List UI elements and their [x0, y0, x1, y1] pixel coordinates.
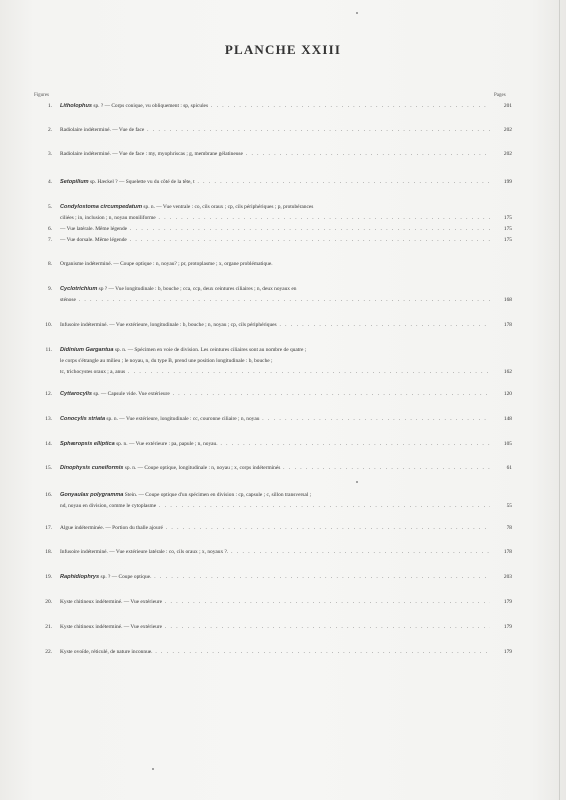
figure-description [60, 490, 490, 512]
figure-number: 19. [45, 574, 52, 580]
figure-number: 8. [47, 261, 52, 267]
figure-number: 5. [47, 204, 52, 210]
figure-description [60, 463, 490, 474]
page-number: 61 [506, 465, 512, 471]
description-text: tc, trichocystes oraux ; a, anus [60, 369, 126, 375]
page-number: 202 [503, 127, 512, 133]
species-name: Setopilium [60, 179, 89, 185]
speck-mark [356, 481, 358, 483]
description-line [60, 101, 490, 112]
figure-number: 14. [45, 441, 52, 447]
figure-number: 22. [45, 649, 52, 655]
page-number: 178 [503, 322, 512, 328]
page-number: 175 [503, 215, 512, 221]
description-text: Organisme indéterminé. — Coupe optique : n, noyau? ; pr, protoplasme ; x, organe problématique. [60, 261, 273, 267]
description-line [60, 224, 490, 235]
description-line [60, 149, 490, 160]
pages-column-header: Pages [494, 93, 506, 98]
description-text: Stein. — Coupe optique d'un spécimen en division : cp, capsule ; c, sillon transversal ; [123, 492, 312, 498]
description-text: sp. n. — Vue extérieure, longitudinale : cc, couronne ciliaire ; n, noyau [105, 416, 260, 422]
description-text: Radiolaire indéterminé. — Vue de face [60, 127, 145, 133]
page-number: 178 [503, 549, 512, 555]
figure-number: 13. [45, 416, 52, 422]
description-line [60, 414, 490, 425]
page-number: 105 [503, 441, 512, 447]
species-name: Gonyaulax polygramma [60, 492, 124, 498]
page-number: 168 [503, 297, 512, 303]
page-number: 179 [503, 599, 512, 605]
page-number: 199 [503, 179, 512, 185]
description-line [60, 501, 490, 512]
figure-number: 4. [47, 179, 52, 185]
page-number: 179 [503, 624, 512, 630]
figure-description [60, 235, 490, 246]
page-edge [559, 0, 560, 800]
species-name: Sphæropsis elliptica [60, 441, 115, 447]
description-line [60, 463, 490, 474]
description-text: sténose [60, 297, 76, 303]
description-text: sp. ? — Corps conique, vu obliquement : sp, spicules [92, 103, 209, 109]
page-number: 201 [503, 103, 512, 109]
description-line [60, 367, 490, 378]
figure-description [60, 622, 490, 633]
description-line [60, 439, 490, 450]
description-line [60, 202, 490, 213]
figure-number: 17. [45, 525, 52, 531]
page-number: 202 [503, 151, 512, 157]
description-text: — Vue dorsale. Même légende [60, 237, 127, 243]
figure-description [60, 149, 490, 160]
description-text: — Vue latérale. Même légende [60, 226, 128, 232]
description-text: Kyste chitineux indéterminé. — Vue extérieure [60, 599, 162, 605]
figure-description [60, 647, 490, 658]
page-number: 179 [503, 649, 512, 655]
figure-description [60, 523, 490, 534]
figure-number: 9. [47, 286, 52, 292]
description-line [60, 572, 490, 583]
figure-number: 12. [45, 391, 52, 397]
description-text: Infusoire indéterminé. — Vue extérieure latérale : co, cils oraux ; x, noyaux ?. [60, 549, 229, 555]
description-text: sp. n. — Spécimen en voie de division. Les ceintures ciliaires sont au nombre de quatre ; [113, 347, 307, 353]
description-line [60, 345, 490, 356]
figure-number: 15. [45, 465, 52, 471]
description-line [60, 284, 490, 295]
description-line [60, 320, 490, 331]
species-name: Litholophus [60, 103, 93, 109]
description-text: sp. — Capsule vide. Vue extérieure [92, 391, 170, 397]
figure-description [60, 345, 490, 378]
species-name: Condylostoma circumpedatum [60, 204, 143, 210]
description-text: Algue indéterminée. — Portion du thalle ajouré [60, 525, 163, 531]
species-name: Dinophysis cuneiformis [60, 465, 124, 471]
speck-mark [152, 768, 154, 770]
page-number: 175 [503, 237, 512, 243]
figure-number: 7. [47, 237, 52, 243]
figure-number: 10. [45, 322, 52, 328]
description-line [60, 597, 490, 608]
description-line [60, 647, 490, 658]
figure-number: 16. [45, 492, 52, 498]
species-name: Cyttarocylis [60, 391, 93, 397]
page-number: 55 [506, 503, 512, 509]
plate-title: PLANCHE XXIII [224, 42, 342, 57]
page-number: 120 [503, 391, 512, 397]
description-text: Kyste chitineux indéterminé. — Vue extérieure [60, 624, 162, 630]
description-line [60, 622, 490, 633]
figure-description [60, 224, 490, 235]
description-line [60, 389, 490, 400]
figure-description [60, 125, 490, 136]
description-text: Radiolaire indéterminé. — Vue de face : my, myophriscas ; g, membrane gélatineuse [60, 151, 243, 157]
description-text: sp. Hæckel ? — Squelette vu du côté de la tête, t [88, 179, 195, 185]
description-text: Kyste ovoïde, réticulé, de nature inconnue. [60, 649, 153, 655]
description-line [60, 490, 490, 501]
page-number: 175 [503, 226, 512, 232]
speck-mark [356, 12, 358, 14]
species-name: Raphidiophrys [60, 574, 100, 580]
description-line [60, 356, 490, 367]
description-line [60, 177, 490, 188]
description-line [60, 125, 490, 136]
species-name: Cyclotrichium [60, 286, 98, 292]
description-line [60, 547, 490, 558]
figure-number: 11. [45, 347, 52, 353]
figure-description [60, 597, 490, 608]
description-text: sp. ? — Coupe optique. [99, 574, 152, 580]
figure-description [60, 177, 490, 188]
description-line [60, 259, 490, 270]
species-name: Didinium Gargantua [60, 347, 114, 353]
figures-column-header: Figures [34, 93, 49, 98]
description-text: sp. n. — Coupe optique, longitudinale : n, noyau ; x, corps indéterminés [123, 465, 281, 471]
figure-description [60, 414, 490, 425]
figure-number: 18. [45, 549, 52, 555]
species-name: Conocylis striata [60, 416, 106, 422]
figure-number: 3. [47, 151, 52, 157]
figure-description [60, 202, 490, 224]
page-number: 78 [506, 525, 512, 531]
description-text: sp. n. — Vue ventrale : co, cils oraux ; cp, cils périphériques ; p, protubérances [142, 204, 314, 210]
page-number: 162 [503, 369, 512, 375]
description-line [60, 295, 490, 306]
page-number: 203 [503, 574, 512, 580]
figure-number: 21. [45, 624, 52, 630]
figure-description [60, 101, 490, 112]
description-line [60, 235, 490, 246]
description-text: nd, noyau en division, comme le cytoplasme [60, 503, 157, 509]
figure-number: 2. [47, 127, 52, 133]
description-text: le corps s'étrangle au milieu ; le noyau, n, du type B, prend une position longitudinale : b, bouche ; [60, 358, 273, 364]
page-number: 148 [503, 416, 512, 422]
figure-description [60, 320, 490, 331]
figure-description [60, 259, 490, 270]
figure-description [60, 284, 490, 306]
description-text: ciliées ; in, inclusion ; n, noyau moniliforme [60, 215, 156, 221]
figure-description [60, 572, 490, 583]
description-line [60, 523, 490, 534]
description-text: Infusoire indéterminé. — Vue extérieure, longitudinale : b, bouche ; n, noyau ; cp, cils périphériques [60, 322, 277, 328]
figure-description [60, 389, 490, 400]
figure-number: 1. [47, 103, 52, 109]
figure-description [60, 439, 490, 450]
figure-description [60, 547, 490, 558]
figure-number: 20. [45, 599, 52, 605]
description-line [60, 213, 490, 224]
description-text: sp. n. — Vue extérieure : pa, papule ; n, noyau. [114, 441, 218, 447]
figure-number: 6. [47, 226, 52, 232]
description-text: sp ? — Vue longitudinale : b, bouche ; cca, ccp, deux ceintures ciliaires ; n, deux noyaux en [97, 286, 297, 292]
